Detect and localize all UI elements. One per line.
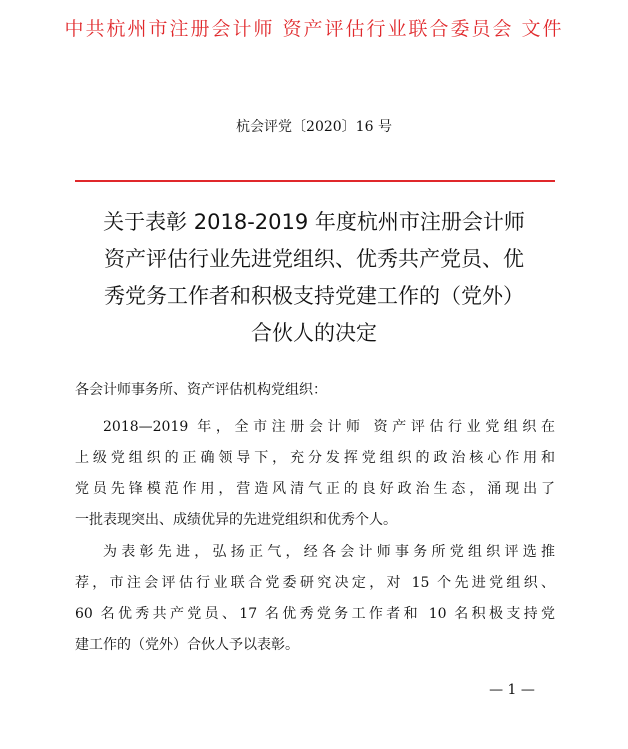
paragraph-line: 为表彰先进，弘扬正气，经各会计师事务所党组织评选推 bbox=[103, 544, 555, 560]
paragraph-2 bbox=[75, 537, 555, 661]
page-number: — 1 — bbox=[489, 682, 535, 698]
paragraph-line: 60 名优秀共产党员、17 名优秀党务工作者和 10 名积极支持党 bbox=[75, 606, 555, 622]
paragraph-1 bbox=[75, 412, 555, 536]
document-title bbox=[70, 204, 558, 352]
paragraph-line: 一批表现突出、成绩优异的先进党组织和优秀个人。 bbox=[75, 512, 397, 528]
paragraph-line: 荐，市注会评估行业联合党委研究决定，对 15 个先进党组织、 bbox=[75, 575, 555, 591]
paragraph-line: 上级党组织的正确领导下，充分发挥党组织的政治核心作用和 bbox=[75, 450, 555, 466]
salutation: 各会计师事务所、资产评估机构党组织： bbox=[75, 382, 327, 398]
title-line: 秀党务工作者和积极支持党建工作的（党外） bbox=[104, 284, 524, 308]
red-divider bbox=[75, 180, 555, 182]
paragraph-line: 2018—2019 年，全市注册会计师 资产评估行业党组织在 bbox=[103, 419, 555, 435]
title-line: 关于表彰 2018-2019 年度杭州市注册会计师 bbox=[103, 210, 525, 234]
paragraph-line: 党员先锋模范作用，营造风清气正的良好政治生态，涌现出了 bbox=[75, 481, 555, 497]
title-line: 合伙人的决定 bbox=[251, 321, 377, 345]
issuer-header: 中共杭州市注册会计师 资产评估行业联合委员会 文件 bbox=[64, 18, 564, 40]
document-number: 杭会评党〔2020〕16 号 bbox=[236, 119, 392, 135]
paragraph-line: 建工作的（党外）合伙人予以表彰。 bbox=[75, 637, 299, 653]
title-line: 资产评估行业先进党组织、优秀共产党员、优 bbox=[104, 247, 524, 271]
